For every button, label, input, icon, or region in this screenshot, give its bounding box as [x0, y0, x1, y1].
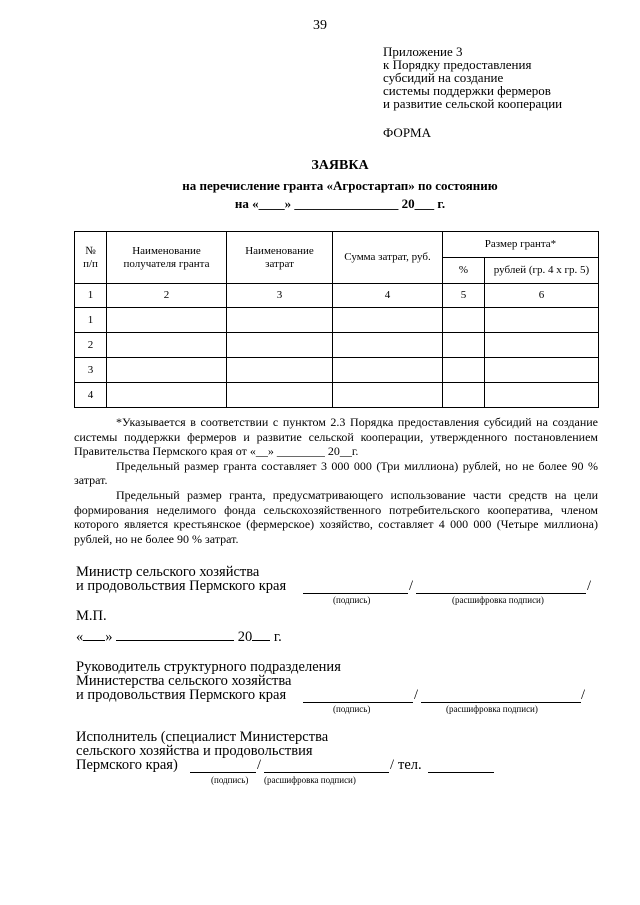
appendix-line: Приложение 3 [383, 44, 463, 59]
table-cell [443, 333, 485, 358]
table-cell [485, 308, 599, 333]
seal-label: М.П. [76, 608, 107, 624]
column-number: 1 [75, 284, 107, 308]
table-cell [485, 333, 599, 358]
table-cell [443, 358, 485, 383]
table-row [75, 383, 599, 408]
table-cell [333, 383, 443, 408]
column-number: 4 [333, 284, 443, 308]
document-date-line: на «____» ________________ 20___ г. [234, 196, 446, 211]
table-cell [443, 308, 485, 333]
header-grant-size: Размер гранта* [443, 232, 599, 258]
page-number: 39 [313, 18, 327, 33]
table-cell [485, 383, 599, 408]
table-header-row [75, 232, 599, 258]
year-field[interactable] [252, 628, 270, 641]
header-percent: % [443, 258, 485, 284]
appendix-line: системы поддержки фермеров [383, 83, 551, 98]
seal-date-line: « » 20 г. [76, 629, 282, 645]
head-title-line1: Руководитель структурного подразделения [76, 659, 341, 675]
header-recipient: Наименование получателя гранта [107, 232, 227, 284]
minister-signature-caption: (подпись) [333, 595, 371, 605]
row-number: 2 [75, 333, 107, 358]
table-cell [443, 383, 485, 408]
executor-title-line1: Исполнитель (специалист Министерства [76, 729, 329, 745]
minister-name-line[interactable] [416, 581, 586, 594]
header-cost-sum: Сумма затрат, руб. [333, 232, 443, 284]
table-cell [227, 308, 333, 333]
executor-title-line2: сельского хозяйства и продовольствия [76, 743, 313, 759]
table-cell [107, 308, 227, 333]
row-number: 3 [75, 358, 107, 383]
head-signature-caption: (подпись) [333, 704, 371, 714]
footnotes [74, 415, 598, 546]
table-cell [333, 333, 443, 358]
table-cell [107, 383, 227, 408]
header-num: № п/п [75, 232, 107, 284]
table-cell [107, 358, 227, 383]
minister-signature-line[interactable] [303, 581, 408, 594]
minister-title-line2: и продовольствия Пермского края [76, 578, 287, 594]
minister-title-line1: Министр сельского хозяйства [76, 564, 260, 580]
head-title-line2: Министерства сельского хозяйства [76, 673, 292, 689]
column-number: 2 [107, 284, 227, 308]
head-title-line3: и продовольствия Пермского края [76, 687, 287, 703]
head-name-line[interactable] [421, 690, 581, 703]
table-row [75, 333, 599, 358]
document-subtitle: на перечисление гранта «Агростартап» по состоянию [182, 178, 498, 193]
table-cell [333, 308, 443, 333]
table-cell [333, 358, 443, 383]
head-decode-caption: (расшифровка подписи) [446, 704, 538, 714]
form-label: ФОРМА [383, 125, 431, 140]
grant-table [74, 231, 599, 408]
table-column-numbers-row [75, 284, 599, 308]
footnote-cooperative-limit: Предельный размер гранта, предусматривающего использование части средств на цели формирования неделимого фонда сельскохозяйственного потребительского кооператива, членом которого является крестьянское (фермерское) хозяйство, составляет 4 000 000 (Четыре миллиона) рублей, но не более 90 % затрат. [74, 487, 598, 546]
table-row [75, 308, 599, 333]
executor-decode-caption: (расшифровка подписи) [264, 775, 356, 785]
appendix-block [383, 45, 562, 110]
minister-decode-caption: (расшифровка подписи) [452, 595, 544, 605]
appendix-line: субсидий на создание [383, 70, 504, 85]
header-rubles: рублей (гр. 4 х гр. 5) [485, 258, 599, 284]
row-number: 4 [75, 383, 107, 408]
column-number: 5 [443, 284, 485, 308]
executor-name-line[interactable] [264, 760, 389, 773]
executor-signature-line[interactable] [190, 760, 256, 773]
day-field[interactable] [83, 628, 105, 641]
executor-tel-field[interactable] [428, 760, 494, 773]
executor-title-line3: Пермского края) [76, 757, 178, 773]
header-cost-name: Наименование затрат [227, 232, 333, 284]
head-signature-line[interactable] [303, 690, 413, 703]
appendix-line: к Порядку предоставления [383, 57, 532, 72]
appendix-line: и развитие сельской кооперации [383, 96, 563, 111]
footnote-grant-limit: Предельный размер гранта составляет 3 000 000 (Три миллиона) рублей, но не более 90 % затрат. [74, 458, 598, 488]
document-title: ЗАЯВКА [311, 158, 369, 173]
executor-signature-caption: (подпись) [211, 775, 249, 785]
table-row [75, 358, 599, 383]
footnote-grant-basis: *Указывается в соответствии с пунктом 2.3 Порядка предоставления субсидий на создание системы поддержки фермеров и развитие сельской кооперации, утвержденного постановлением Правительства Пермского края от «__» ________ 20__г. [74, 415, 598, 459]
table-cell [227, 333, 333, 358]
month-field[interactable] [116, 628, 234, 641]
table-cell [227, 358, 333, 383]
executor-tel-label: тел. [398, 757, 422, 773]
row-number: 1 [75, 308, 107, 333]
table-cell [485, 358, 599, 383]
column-number: 6 [485, 284, 599, 308]
table-cell [107, 333, 227, 358]
column-number: 3 [227, 284, 333, 308]
table-cell [227, 383, 333, 408]
